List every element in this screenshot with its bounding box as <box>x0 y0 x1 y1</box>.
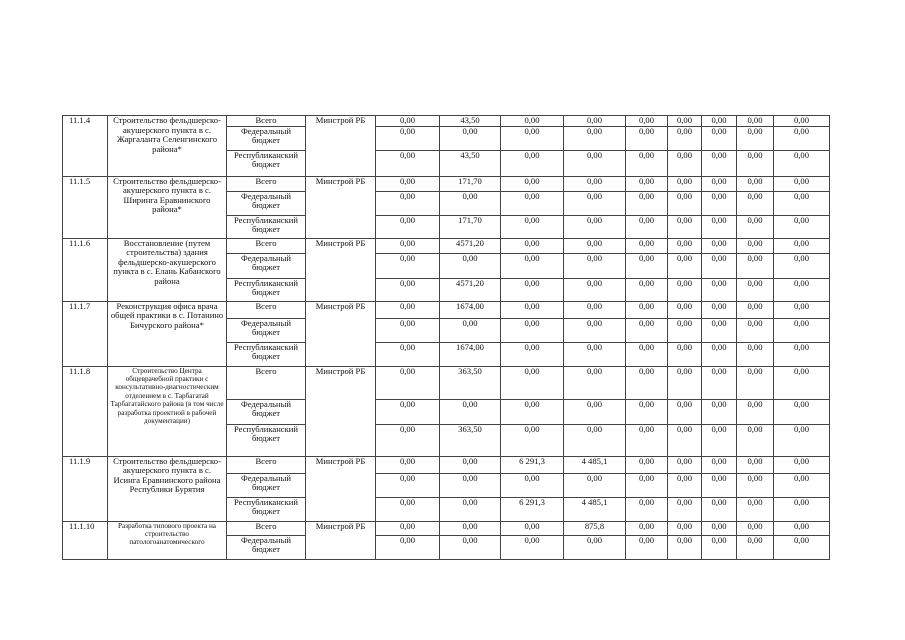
executor: Минстрой РБ <box>306 366 376 456</box>
value-cell: 0,00 <box>626 116 668 127</box>
funding-source: Всего <box>227 116 306 127</box>
value-cell: 0,00 <box>626 126 668 150</box>
value-cell: 0,00 <box>501 278 564 301</box>
value-cell: 6 291,3 <box>501 497 564 521</box>
value-cell: 0,00 <box>376 535 440 559</box>
table-row <box>63 456 830 473</box>
value-cell: 0,00 <box>774 521 830 535</box>
value-cell: 0,00 <box>702 126 737 150</box>
funding-source: Федеральный бюджет <box>227 318 306 342</box>
value-cell: 0,00 <box>774 473 830 497</box>
funding-source: Федеральный бюджет <box>227 191 306 215</box>
value-cell: 0,00 <box>501 318 564 342</box>
value-cell: 0,00 <box>737 301 774 318</box>
value-cell: 0,00 <box>564 535 626 559</box>
row-name: Восстановление (путем строительства) здания фельдшерско-акушерского пункта в с. Елань Кабанского района <box>108 238 227 301</box>
value-cell: 0,00 <box>774 366 830 399</box>
value-cell: 0,00 <box>626 456 668 473</box>
value-cell: 0,00 <box>626 424 668 456</box>
value-cell: 0,00 <box>702 456 737 473</box>
value-cell: 0,00 <box>702 176 737 191</box>
value-cell: 0,00 <box>774 278 830 301</box>
value-cell: 0,00 <box>774 318 830 342</box>
funding-source: Федеральный бюджет <box>227 473 306 497</box>
value-cell: 0,00 <box>774 424 830 456</box>
value-cell: 0,00 <box>668 253 702 278</box>
value-cell: 0,00 <box>668 116 702 127</box>
value-cell: 0,00 <box>376 215 440 238</box>
value-cell: 0,00 <box>501 150 564 176</box>
value-cell: 0,00 <box>737 366 774 399</box>
value-cell: 0,00 <box>376 456 440 473</box>
value-cell: 0,00 <box>626 399 668 424</box>
value-cell: 0,00 <box>376 521 440 535</box>
value-cell: 0,00 <box>668 278 702 301</box>
value-cell: 0,00 <box>626 253 668 278</box>
value-cell: 0,00 <box>626 191 668 215</box>
value-cell: 0,00 <box>376 399 440 424</box>
value-cell: 0,00 <box>668 535 702 559</box>
value-cell: 0,00 <box>501 176 564 191</box>
value-cell: 0,00 <box>376 176 440 191</box>
value-cell: 0,00 <box>376 473 440 497</box>
executor: Минстрой РБ <box>306 238 376 301</box>
value-cell: 0,00 <box>774 116 830 127</box>
value-cell: 0,00 <box>440 497 501 521</box>
value-cell: 0,00 <box>626 521 668 535</box>
value-cell: 0,00 <box>376 253 440 278</box>
row-name: Строительство фельдшерско-акушерского пункта в с. Жаргаланта Селенгинского района* <box>108 116 227 177</box>
value-cell: 0,00 <box>774 301 830 318</box>
value-cell: 0,00 <box>668 126 702 150</box>
value-cell: 0,00 <box>376 116 440 127</box>
value-cell: 0,00 <box>626 278 668 301</box>
value-cell: 0,00 <box>564 301 626 318</box>
funding-source: Федеральный бюджет <box>227 126 306 150</box>
table-row <box>63 521 830 535</box>
value-cell: 0,00 <box>564 278 626 301</box>
value-cell: 0,00 <box>702 215 737 238</box>
value-cell: 0,00 <box>564 191 626 215</box>
value-cell: 0,00 <box>668 215 702 238</box>
value-cell: 0,00 <box>376 238 440 253</box>
table-row <box>63 238 830 253</box>
value-cell: 0,00 <box>668 424 702 456</box>
value-cell: 0,00 <box>564 116 626 127</box>
value-cell: 0,00 <box>564 176 626 191</box>
table-row <box>63 301 830 318</box>
funding-source: Всего <box>227 238 306 253</box>
table-row <box>63 176 830 191</box>
value-cell: 0,00 <box>376 126 440 150</box>
executor: Минстрой РБ <box>306 521 376 559</box>
value-cell: 0,00 <box>702 342 737 366</box>
value-cell: 6 291,3 <box>501 456 564 473</box>
value-cell: 0,00 <box>501 342 564 366</box>
funding-source: Республиканский бюджет <box>227 150 306 176</box>
value-cell: 0,00 <box>737 191 774 215</box>
value-cell: 0,00 <box>737 176 774 191</box>
funding-source: Федеральный бюджет <box>227 399 306 424</box>
value-cell: 0,00 <box>626 150 668 176</box>
value-cell: 0,00 <box>737 473 774 497</box>
value-cell: 0,00 <box>774 150 830 176</box>
value-cell: 0,00 <box>564 399 626 424</box>
value-cell: 0,00 <box>737 126 774 150</box>
value-cell: 0,00 <box>626 318 668 342</box>
value-cell: 0,00 <box>501 473 564 497</box>
value-cell: 0,00 <box>501 126 564 150</box>
value-cell: 0,00 <box>440 318 501 342</box>
funding-source: Всего <box>227 301 306 318</box>
value-cell: 1674,00 <box>440 342 501 366</box>
funding-source: Республиканский бюджет <box>227 215 306 238</box>
funding-source: Всего <box>227 456 306 473</box>
value-cell: 0,00 <box>626 176 668 191</box>
value-cell: 0,00 <box>668 238 702 253</box>
value-cell: 0,00 <box>702 399 737 424</box>
value-cell: 0,00 <box>668 521 702 535</box>
value-cell: 0,00 <box>774 399 830 424</box>
value-cell: 0,00 <box>501 535 564 559</box>
value-cell: 171,70 <box>440 215 501 238</box>
value-cell: 0,00 <box>668 366 702 399</box>
funding-source: Республиканский бюджет <box>227 497 306 521</box>
value-cell: 0,00 <box>774 176 830 191</box>
value-cell: 0,00 <box>737 497 774 521</box>
value-cell: 0,00 <box>440 535 501 559</box>
value-cell: 0,00 <box>564 424 626 456</box>
value-cell: 0,00 <box>702 278 737 301</box>
value-cell: 0,00 <box>501 253 564 278</box>
value-cell: 0,00 <box>626 238 668 253</box>
row-code: 11.1.6 <box>63 238 108 301</box>
row-code: 11.1.7 <box>63 301 108 366</box>
value-cell: 0,00 <box>702 424 737 456</box>
value-cell: 0,00 <box>376 318 440 342</box>
value-cell: 0,00 <box>440 521 501 535</box>
value-cell: 0,00 <box>376 497 440 521</box>
value-cell: 0,00 <box>376 366 440 399</box>
value-cell: 0,00 <box>376 191 440 215</box>
value-cell: 0,00 <box>774 253 830 278</box>
value-cell: 0,00 <box>626 215 668 238</box>
value-cell: 0,00 <box>702 238 737 253</box>
value-cell: 0,00 <box>564 253 626 278</box>
value-cell: 0,00 <box>737 116 774 127</box>
value-cell: 0,00 <box>376 150 440 176</box>
value-cell: 0,00 <box>626 473 668 497</box>
row-name: Разработка типового проекта на строительство патологоанатомического <box>108 521 227 559</box>
value-cell: 0,00 <box>564 215 626 238</box>
value-cell: 0,00 <box>668 342 702 366</box>
value-cell: 0,00 <box>376 278 440 301</box>
value-cell: 0,00 <box>702 301 737 318</box>
value-cell: 0,00 <box>501 238 564 253</box>
value-cell: 171,70 <box>440 176 501 191</box>
value-cell: 0,00 <box>774 126 830 150</box>
value-cell: 0,00 <box>564 318 626 342</box>
value-cell: 363,50 <box>440 424 501 456</box>
value-cell: 0,00 <box>501 215 564 238</box>
value-cell: 0,00 <box>440 191 501 215</box>
value-cell: 0,00 <box>376 342 440 366</box>
value-cell: 0,00 <box>737 318 774 342</box>
value-cell: 4 485,1 <box>564 497 626 521</box>
value-cell: 0,00 <box>564 342 626 366</box>
table-row <box>63 116 830 127</box>
value-cell: 0,00 <box>774 215 830 238</box>
value-cell: 0,00 <box>440 473 501 497</box>
value-cell: 4571,20 <box>440 278 501 301</box>
value-cell: 0,00 <box>501 116 564 127</box>
executor: Минстрой РБ <box>306 116 376 177</box>
funding-source: Республиканский бюджет <box>227 424 306 456</box>
value-cell: 0,00 <box>564 473 626 497</box>
value-cell: 0,00 <box>774 191 830 215</box>
row-code: 11.1.9 <box>63 456 108 521</box>
value-cell: 0,00 <box>702 253 737 278</box>
value-cell: 0,00 <box>501 521 564 535</box>
value-cell: 0,00 <box>774 342 830 366</box>
value-cell: 0,00 <box>737 150 774 176</box>
executor: Минстрой РБ <box>306 176 376 238</box>
value-cell: 0,00 <box>668 176 702 191</box>
value-cell: 0,00 <box>774 456 830 473</box>
value-cell: 0,00 <box>376 301 440 318</box>
row-name: Реконструкция офиса врача общей практики в с. Потанино Бичурского района* <box>108 301 227 366</box>
value-cell: 0,00 <box>501 424 564 456</box>
value-cell: 0,00 <box>702 150 737 176</box>
executor: Минстрой РБ <box>306 301 376 366</box>
row-name: Строительство фельдшерско-акушерского пункта в с. Ширинга Еравнинского района* <box>108 176 227 238</box>
value-cell: 875,8 <box>564 521 626 535</box>
row-code: 11.1.10 <box>63 521 108 559</box>
value-cell: 4 485,1 <box>564 456 626 473</box>
table-body <box>63 116 830 560</box>
value-cell: 0,00 <box>737 215 774 238</box>
value-cell: 0,00 <box>702 497 737 521</box>
value-cell: 0,00 <box>440 399 501 424</box>
value-cell: 0,00 <box>737 399 774 424</box>
row-code: 11.1.8 <box>63 366 108 456</box>
funding-source: Всего <box>227 176 306 191</box>
row-code: 11.1.5 <box>63 176 108 238</box>
value-cell: 0,00 <box>737 424 774 456</box>
value-cell: 0,00 <box>626 535 668 559</box>
table-row <box>63 366 830 399</box>
value-cell: 0,00 <box>702 521 737 535</box>
value-cell: 1674,00 <box>440 301 501 318</box>
value-cell: 0,00 <box>668 191 702 215</box>
value-cell: 0,00 <box>737 535 774 559</box>
value-cell: 0,00 <box>668 399 702 424</box>
value-cell: 0,00 <box>440 253 501 278</box>
funding-source: Республиканский бюджет <box>227 278 306 301</box>
value-cell: 43,50 <box>440 150 501 176</box>
value-cell: 0,00 <box>626 366 668 399</box>
row-name: Строительство Центра общеврачебной практики с консультативно-диагностическим отделением в с. Тарбагатай Тарбагатайского района (в том числе разработка проектной в рабочей документации) <box>108 366 227 456</box>
row-name: Строительство фельдшерско-акушерского пункта в с. Исинга Еравнинского района Республики Бурятия <box>108 456 227 521</box>
value-cell: 0,00 <box>668 497 702 521</box>
value-cell: 0,00 <box>440 456 501 473</box>
value-cell: 0,00 <box>737 238 774 253</box>
value-cell: 0,00 <box>668 456 702 473</box>
row-code: 11.1.4 <box>63 116 108 177</box>
funding-source: Федеральный бюджет <box>227 253 306 278</box>
funding-source: Федеральный бюджет <box>227 535 306 559</box>
value-cell: 0,00 <box>501 399 564 424</box>
value-cell: 0,00 <box>737 278 774 301</box>
value-cell: 0,00 <box>702 191 737 215</box>
funding-source: Всего <box>227 366 306 399</box>
value-cell: 0,00 <box>564 366 626 399</box>
value-cell: 43,50 <box>440 116 501 127</box>
value-cell: 0,00 <box>501 191 564 215</box>
budget-table <box>62 115 830 560</box>
value-cell: 0,00 <box>564 238 626 253</box>
value-cell: 0,00 <box>774 238 830 253</box>
value-cell: 0,00 <box>702 535 737 559</box>
executor: Минстрой РБ <box>306 456 376 521</box>
value-cell: 0,00 <box>564 126 626 150</box>
funding-source: Всего <box>227 521 306 535</box>
value-cell: 0,00 <box>737 342 774 366</box>
value-cell: 0,00 <box>668 318 702 342</box>
value-cell: 0,00 <box>737 521 774 535</box>
value-cell: 0,00 <box>702 318 737 342</box>
value-cell: 0,00 <box>376 424 440 456</box>
value-cell: 0,00 <box>668 473 702 497</box>
value-cell: 0,00 <box>774 535 830 559</box>
value-cell: 0,00 <box>737 253 774 278</box>
value-cell: 0,00 <box>702 473 737 497</box>
value-cell: 0,00 <box>668 150 702 176</box>
value-cell: 0,00 <box>702 116 737 127</box>
value-cell: 0,00 <box>702 366 737 399</box>
funding-source: Республиканский бюджет <box>227 342 306 366</box>
value-cell: 0,00 <box>501 366 564 399</box>
value-cell: 0,00 <box>501 301 564 318</box>
value-cell: 0,00 <box>774 497 830 521</box>
value-cell: 0,00 <box>737 456 774 473</box>
value-cell: 0,00 <box>626 342 668 366</box>
value-cell: 363,50 <box>440 366 501 399</box>
value-cell: 4571,20 <box>440 238 501 253</box>
value-cell: 0,00 <box>564 150 626 176</box>
value-cell: 0,00 <box>668 301 702 318</box>
value-cell: 0,00 <box>626 301 668 318</box>
value-cell: 0,00 <box>440 126 501 150</box>
value-cell: 0,00 <box>626 497 668 521</box>
